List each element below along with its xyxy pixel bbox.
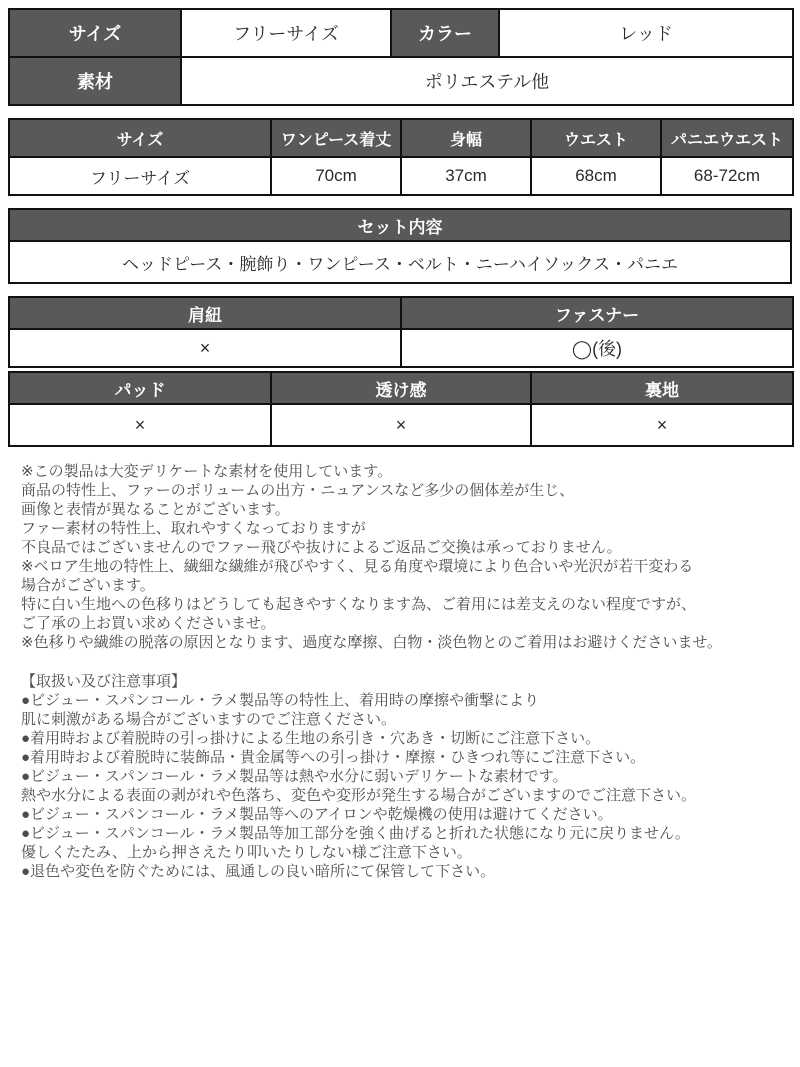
care-instructions-lines bbox=[21, 691, 792, 881]
note-line: ●着用時および着脱時に装飾品・貴金属等への引っ掛け・摩擦・ひきつれ等にご注意下さい。 bbox=[21, 749, 646, 766]
strap-fastener-header-row bbox=[9, 297, 793, 329]
spec-row-1 bbox=[9, 9, 793, 57]
measurements-table bbox=[8, 118, 794, 196]
note-line: ●ビジュー・スパンコール・ラメ製品等へのアイロンや乾燥機の使用は避けてください。 bbox=[21, 806, 613, 823]
set-contents-table bbox=[8, 208, 792, 284]
value-lining: × bbox=[531, 404, 793, 446]
value-size: フリーサイズ bbox=[9, 157, 271, 195]
set-contents-value: ヘッドピース・腕飾り・ワンピース・ベルト・ニーハイソックス・パニエ bbox=[9, 241, 791, 283]
note-line: 場合がございます。 bbox=[21, 577, 155, 594]
note-line: ※色移りや繊維の脱落の原因となります、過度な摩擦、白物・淡色物とのご着用はお避けくださいませ。 bbox=[21, 634, 722, 651]
strap-fastener-value-row bbox=[9, 329, 793, 367]
note-line: ファー素材の特性上、取れやすくなっておりますが bbox=[21, 520, 366, 537]
value-waist: 68cm bbox=[531, 157, 661, 195]
value-fastener: ◯(後) bbox=[401, 329, 793, 367]
material-label: 素材 bbox=[9, 57, 181, 105]
header-size: サイズ bbox=[9, 119, 271, 157]
note-line: ※この製品は大変デリケートな素材を使用しています。 bbox=[21, 463, 393, 480]
measurements-header-row bbox=[9, 119, 793, 157]
material-value: ポリエステル他 bbox=[181, 57, 793, 105]
set-contents-header: セット内容 bbox=[9, 209, 791, 241]
note-line: ●ビジュー・スパンコール・ラメ製品等の特性上、着用時の摩擦や衝撃により bbox=[21, 692, 540, 709]
pad-sheer-lining-table bbox=[8, 371, 794, 447]
note-line: 肌に刺激がある場合がございますのでご注意ください。 bbox=[21, 711, 397, 728]
set-contents-header-row bbox=[9, 209, 791, 241]
value-sheerness: × bbox=[271, 404, 531, 446]
header-fastener: ファスナー bbox=[401, 297, 793, 329]
care-instructions-block bbox=[8, 672, 792, 881]
header-body-width: 身幅 bbox=[401, 119, 531, 157]
header-lining: 裏地 bbox=[531, 372, 793, 404]
header-shoulder-strap: 肩紐 bbox=[9, 297, 401, 329]
note-line: ●ビジュー・スパンコール・ラメ製品等加工部分を強く曲げると折れた状態になり元に戻りません。 bbox=[21, 825, 690, 842]
value-pannier-waist: 68-72cm bbox=[661, 157, 793, 195]
note-line: ●着用時および着脱時の引っ掛けによる生地の糸引き・穴あき・切断にご注意下さい。 bbox=[21, 730, 601, 747]
note-line: ●ビジュー・スパンコール・ラメ製品等は熱や水分に弱いデリケートな素材です。 bbox=[21, 768, 568, 785]
note-line: 不良品ではございませんのでファー飛びや抜けによるご返品ご交換は承っておりません。 bbox=[21, 539, 622, 556]
material-notes-block bbox=[8, 462, 792, 652]
value-dress-length: 70cm bbox=[271, 157, 401, 195]
note-line: 優しくたたみ、上から押さえたり叩いたりしない様ご注意下さい。 bbox=[21, 844, 472, 861]
header-dress-length: ワンピース着丈 bbox=[271, 119, 401, 157]
pad-sheer-lining-header-row bbox=[9, 372, 793, 404]
pad-sheer-lining-value-row bbox=[9, 404, 793, 446]
strap-fastener-table bbox=[8, 296, 794, 368]
note-line: 特に白い生地への色移りはどうしても起きやすくなります為、ご着用には差支えのない程度ですが、 bbox=[21, 596, 697, 613]
color-value: レッド bbox=[499, 9, 793, 57]
note-line: 熱や水分による表面の剥がれや色落ち、変色や変形が発生する場合がございますのでご注意下さい。 bbox=[21, 787, 697, 804]
header-pannier-waist: パニエウエスト bbox=[661, 119, 793, 157]
value-body-width: 37cm bbox=[401, 157, 531, 195]
color-label: カラー bbox=[391, 9, 499, 57]
value-pad: × bbox=[9, 404, 271, 446]
note-line: 画像と表情が異なることがございます。 bbox=[21, 501, 290, 518]
care-instructions-title: 【取扱い及び注意事項】 bbox=[21, 673, 187, 690]
header-sheerness: 透け感 bbox=[271, 372, 531, 404]
size-label: サイズ bbox=[9, 9, 181, 57]
header-pad: パッド bbox=[9, 372, 271, 404]
size-value: フリーサイズ bbox=[181, 9, 391, 57]
note-line: 商品の特性上、ファーのボリュームの出方・ニュアンスなど多少の個体差が生じ、 bbox=[21, 482, 575, 499]
set-contents-value-row bbox=[9, 241, 791, 283]
spec-table bbox=[8, 8, 794, 106]
note-line: ご了承の上お買い求めくださいませ。 bbox=[21, 615, 276, 632]
measurements-value-row bbox=[9, 157, 793, 195]
spec-row-2 bbox=[9, 57, 793, 105]
header-waist: ウエスト bbox=[531, 119, 661, 157]
note-line: ●退色や変色を防ぐためには、風通しの良い暗所にて保管して下さい。 bbox=[21, 863, 496, 880]
note-line: ※ベロア生地の特性上、繊細な繊維が飛びやすく、見る角度や環境により色合いや光沢が若干変わる bbox=[21, 558, 694, 575]
value-shoulder-strap: × bbox=[9, 329, 401, 367]
